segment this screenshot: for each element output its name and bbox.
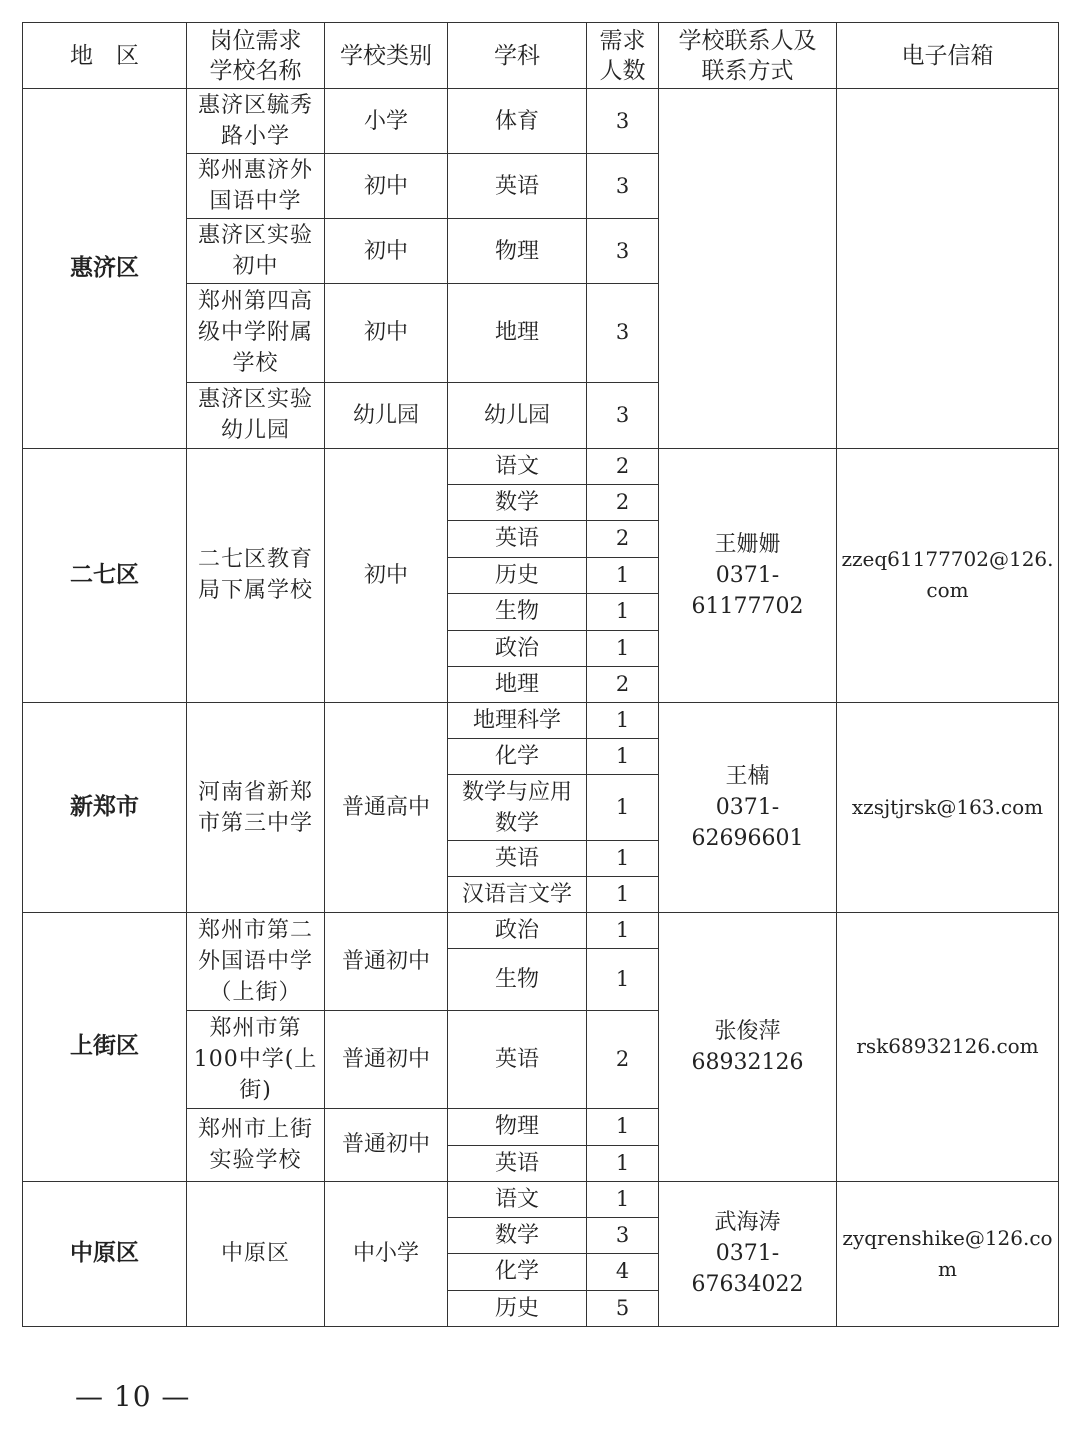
subject-cell: 体育 — [448, 89, 587, 154]
school-cell: 郑州市上街 实验学校 — [187, 1108, 325, 1181]
count-cell: 1 — [587, 1145, 659, 1181]
count-cell: 2 — [587, 1011, 659, 1108]
header-region: 地 区 — [23, 23, 187, 89]
email-cell: rsk68932126.com — [837, 913, 1059, 1181]
category-cell: 普通初中 — [325, 913, 448, 1011]
table-row — [23, 448, 1059, 484]
contact-cell: 王楠 0371-62696601 — [659, 702, 837, 912]
category-cell: 初中 — [325, 219, 448, 284]
count-cell: 1 — [587, 775, 659, 841]
category-cell: 普通初中 — [325, 1011, 448, 1108]
subject-cell: 语文 — [448, 448, 587, 484]
school-cell: 郑州第四高 级中学附属 学校 — [187, 284, 325, 382]
count-cell: 1 — [587, 913, 659, 949]
count-cell: 1 — [587, 738, 659, 774]
count-cell: 1 — [587, 949, 659, 1011]
count-cell: 3 — [587, 1217, 659, 1253]
contact-cell: 王姗姗 0371-61177702 — [659, 448, 837, 702]
subject-cell: 化学 — [448, 1253, 587, 1290]
school-cell: 惠济区毓秀 路小学 — [187, 89, 325, 154]
table-row — [23, 1181, 1059, 1217]
subject-cell: 地理科学 — [448, 702, 587, 738]
school-cell: 中原区 — [187, 1181, 325, 1326]
subject-cell: 幼儿园 — [448, 382, 587, 448]
email-cell: xzsjtjrsk@163.com — [837, 702, 1059, 912]
school-cell: 惠济区实验 初中 — [187, 219, 325, 284]
category-cell: 小学 — [325, 89, 448, 154]
count-cell: 3 — [587, 219, 659, 284]
header-subject: 学科 — [448, 23, 587, 89]
subject-cell: 生物 — [448, 949, 587, 1011]
subject-cell: 英语 — [448, 154, 587, 219]
header-school: 岗位需求 学校名称 — [187, 23, 325, 89]
count-cell: 1 — [587, 702, 659, 738]
subject-cell: 物理 — [448, 219, 587, 284]
count-cell: 2 — [587, 520, 659, 557]
region-cell: 上街区 — [23, 913, 187, 1181]
subject-cell: 化学 — [448, 738, 587, 774]
subject-cell: 汉语言文学 — [448, 877, 587, 913]
category-cell: 普通初中 — [325, 1108, 448, 1181]
email-cell: zzeq61177702@126. com — [837, 448, 1059, 702]
school-cell: 郑州市第二 外国语中学 （上街） — [187, 913, 325, 1011]
page-number: — 10 — — [75, 1380, 191, 1413]
school-cell: 二七区教育 局下属学校 — [187, 448, 325, 702]
count-cell: 1 — [587, 557, 659, 593]
count-cell: 2 — [587, 448, 659, 484]
count-cell: 2 — [587, 484, 659, 520]
category-cell: 中小学 — [325, 1181, 448, 1326]
subject-cell: 历史 — [448, 557, 587, 593]
subject-cell: 生物 — [448, 593, 587, 630]
school-cell: 河南省新郑 市第三中学 — [187, 702, 325, 912]
school-cell: 郑州惠济外 国语中学 — [187, 154, 325, 219]
category-cell: 初中 — [325, 284, 448, 382]
header-email: 电子信箱 — [837, 23, 1059, 89]
header-contact: 学校联系人及 联系方式 — [659, 23, 837, 89]
header-count: 需求 人数 — [587, 23, 659, 89]
count-cell: 2 — [587, 666, 659, 702]
subject-cell: 数学 — [448, 1217, 587, 1253]
region-cell: 惠济区 — [23, 89, 187, 449]
contact-cell — [659, 89, 837, 449]
count-cell: 3 — [587, 284, 659, 382]
count-cell: 3 — [587, 154, 659, 219]
school-cell: 惠济区实验 幼儿园 — [187, 382, 325, 448]
table-row — [23, 702, 1059, 738]
subject-cell: 英语 — [448, 1145, 587, 1181]
contact-cell: 武海涛 0371-67634022 — [659, 1181, 837, 1326]
subject-cell: 英语 — [448, 520, 587, 557]
count-cell: 1 — [587, 841, 659, 877]
category-cell: 幼儿园 — [325, 382, 448, 448]
email-cell: zyqrenshike@126.com — [837, 1181, 1059, 1326]
table-row — [23, 913, 1059, 949]
table-row — [23, 89, 1059, 154]
category-cell: 初中 — [325, 448, 448, 702]
header-category: 学校类别 — [325, 23, 448, 89]
category-cell: 初中 — [325, 154, 448, 219]
subject-cell: 政治 — [448, 913, 587, 949]
region-cell: 二七区 — [23, 448, 187, 702]
subject-cell: 数学与应用 数学 — [448, 775, 587, 841]
subject-cell: 政治 — [448, 630, 587, 666]
region-cell: 新郑市 — [23, 702, 187, 912]
count-cell: 3 — [587, 89, 659, 154]
count-cell: 1 — [587, 593, 659, 630]
count-cell: 1 — [587, 877, 659, 913]
subject-cell: 地理 — [448, 284, 587, 382]
count-cell: 4 — [587, 1253, 659, 1290]
subject-cell: 历史 — [448, 1290, 587, 1326]
count-cell: 3 — [587, 382, 659, 448]
count-cell: 1 — [587, 630, 659, 666]
school-cell: 郑州市第 100中学(上 街) — [187, 1011, 325, 1108]
email-cell — [837, 89, 1059, 449]
subject-cell: 数学 — [448, 484, 587, 520]
subject-cell: 语文 — [448, 1181, 587, 1217]
category-cell: 普通高中 — [325, 702, 448, 912]
count-cell: 5 — [587, 1290, 659, 1326]
subject-cell: 物理 — [448, 1108, 587, 1145]
region-cell: 中原区 — [23, 1181, 187, 1326]
count-cell: 1 — [587, 1181, 659, 1217]
subject-cell: 英语 — [448, 1011, 587, 1108]
count-cell: 1 — [587, 1108, 659, 1145]
recruitment-table — [22, 22, 1059, 1327]
subject-cell: 地理 — [448, 666, 587, 702]
header-row — [23, 23, 1059, 89]
contact-cell: 张俊萍 68932126 — [659, 913, 837, 1181]
subject-cell: 英语 — [448, 841, 587, 877]
